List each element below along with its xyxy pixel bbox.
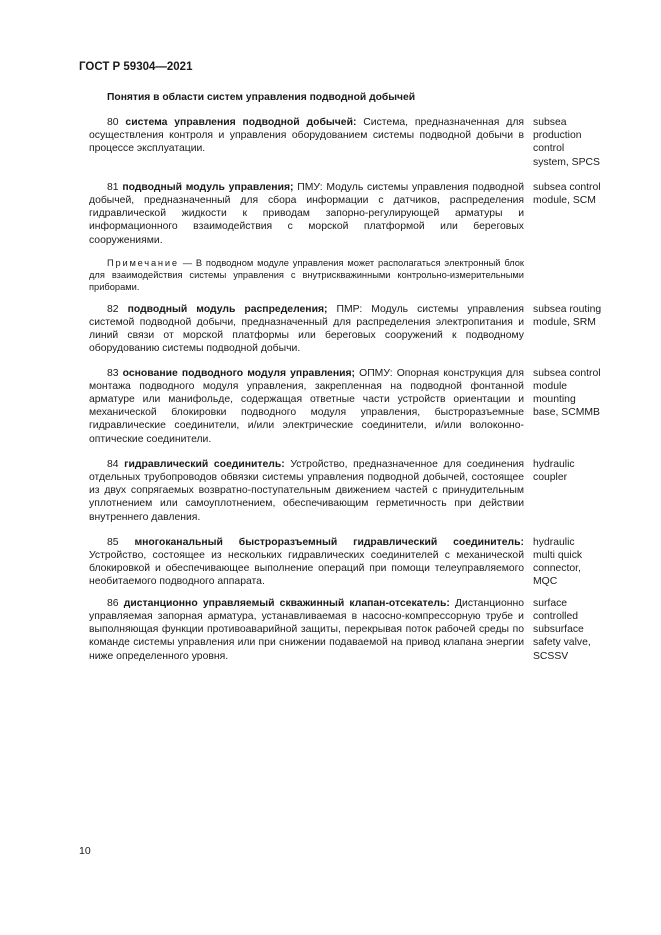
term-86-english xyxy=(533,597,611,663)
term-82-number: 82 xyxy=(107,303,119,315)
term-80-en-line: subsea xyxy=(533,117,567,128)
term-86-text xyxy=(89,597,524,663)
term-84-en-line: coupler xyxy=(533,472,568,484)
term-83-en-line: base, SCMMB xyxy=(533,407,600,419)
term-85-en-line: connector, xyxy=(533,563,581,575)
term-81-note xyxy=(89,257,524,293)
note-text: — В подводном модуле управления может располагаться электронный блок для взаимодействия системы управления с внутрискважинными контрольно-измерительными приборами. xyxy=(89,257,525,292)
term-81-name: подводный модуль управления; xyxy=(122,181,294,193)
term-83-english xyxy=(533,367,611,446)
term-83-en-line: mounting xyxy=(533,394,576,406)
term-82-definition: ПМР: Модуль системы управления системой подводной добычи, предназначенный для распределения электропитания и линий связи от морской платформы или береговых сооружений к подводному оборудованию системы подводной добычи. xyxy=(89,303,524,355)
term-83 xyxy=(89,367,611,446)
term-86-en-line: SCSSV xyxy=(533,650,569,662)
term-83-definition: ОПМУ: Опорная конструкция для монтажа подводного модуля управления, закрепленная на подводной фонтанной арматуре или манифольде, содержащая ответные части устройств ориентации и механической блокировки подводного модуля управления, быстроразъемные гидравлические соединители, и/или электрические соединители, и/или волоконно-оптические соединители. xyxy=(89,367,524,445)
term-85-text xyxy=(89,536,524,589)
term-85-definition: Устройство, состоящее из нескольких гидравлических соединителей с механической блокировкой и обеспечивающее выполнение операций при помощи телеуправляемого необитаемого подводного аппарата. xyxy=(89,550,524,588)
term-81-number: 81 xyxy=(107,181,119,193)
page-number: 10 xyxy=(79,845,91,857)
term-85-en-line: hydraulic xyxy=(533,536,575,548)
term-83-text xyxy=(89,367,524,446)
section-title: Понятия в области систем управления подводной добычей xyxy=(107,92,416,103)
term-86-en-line: subsurface xyxy=(533,624,584,636)
term-85-english xyxy=(533,536,611,589)
term-85-number: 85 xyxy=(107,536,119,548)
note-label: Примечание xyxy=(107,257,179,268)
term-82-en-line: subsea routing xyxy=(533,303,602,315)
term-84-en-line: hydraulic xyxy=(533,458,575,470)
term-80-text xyxy=(89,116,524,169)
term-83-number: 83 xyxy=(107,367,119,379)
term-80-en-line: production xyxy=(533,130,582,142)
term-84-name: гидравлический соединитель: xyxy=(124,458,285,470)
term-80-en-line: control xyxy=(533,143,565,155)
term-84-number: 84 xyxy=(107,458,119,470)
term-85-en-line: multi quick xyxy=(533,550,583,562)
term-86-en-line: safety valve, xyxy=(533,637,591,649)
document-header: ГОСТ Р 59304—2021 xyxy=(79,61,193,73)
term-85-en-line: MQC xyxy=(533,576,558,588)
term-81-en-line: subsea control xyxy=(533,181,601,193)
term-82-en-line: module, SRM xyxy=(533,317,596,329)
terms-list xyxy=(89,116,611,663)
term-85 xyxy=(89,536,611,589)
term-82-text xyxy=(89,303,524,356)
term-82 xyxy=(89,303,611,356)
term-83-en-line: subsea control xyxy=(533,367,601,379)
term-86-en-line: surface xyxy=(533,597,568,609)
term-80-english xyxy=(533,116,611,169)
term-86-en-line: controlled xyxy=(533,610,579,622)
term-80 xyxy=(89,116,611,169)
term-84 xyxy=(89,458,611,524)
term-86 xyxy=(89,597,611,663)
term-86-definition: Дистанционно управляемая запорная арматура, устанавливаемая в насосно-компрессорную трубе и выполняющая функции противоаварийной защиты, перекрывая поток рабочей среды по команде системы управления или при снижении подаваемой на привод клапана энергии ниже определенного уровня. xyxy=(89,597,524,662)
term-82-english xyxy=(533,303,611,356)
term-80-name: система управления подводной добычей: xyxy=(125,117,357,128)
term-81-definition: ПМУ: Модуль системы управления подводной добычей, предназначенный для сбора информации с датчиков, распределения гидравлической жидкости к приводам запорно-регулирующей арматуры и информационного взаимодействия с морской платформой или береговых сооружениями. xyxy=(89,181,524,246)
term-81-en-line: module, SCM xyxy=(533,195,596,207)
term-84-text xyxy=(89,458,524,524)
term-80-number: 80 xyxy=(107,117,119,128)
term-86-name: дистанционно управляемый скважинный клапан-отсекатель: xyxy=(123,597,450,609)
term-81-text xyxy=(89,181,524,247)
term-81 xyxy=(89,181,611,247)
term-80-definition: Система, предназначенная для осуществления контроля и управления оборудованием системы подводной добычи в процессе эксплуатации. xyxy=(89,117,525,155)
term-83-en-line: module xyxy=(533,380,568,392)
term-84-english xyxy=(533,458,611,524)
term-83-name: основание подводного модуля управления; xyxy=(122,367,356,379)
term-81-english xyxy=(533,181,611,247)
term-85-name: многоканальный быстроразъемный гидравлический соединитель: xyxy=(134,536,524,548)
term-84-definition: Устройство, предназначенное для соединения отдельных трубопроводов обвязки системы управления подводной добычей, состоящее из двух сопрягаемых возвратно-поступательным движением частей с принудительным уплотнением или самоуплотнением, обеспечивающим герметичность при действии внутреннего давления. xyxy=(89,458,524,523)
term-86-number: 86 xyxy=(107,597,119,609)
term-80-en-line: system, SPCS xyxy=(533,156,600,168)
term-82-name: подводный модуль распределения; xyxy=(127,303,328,315)
